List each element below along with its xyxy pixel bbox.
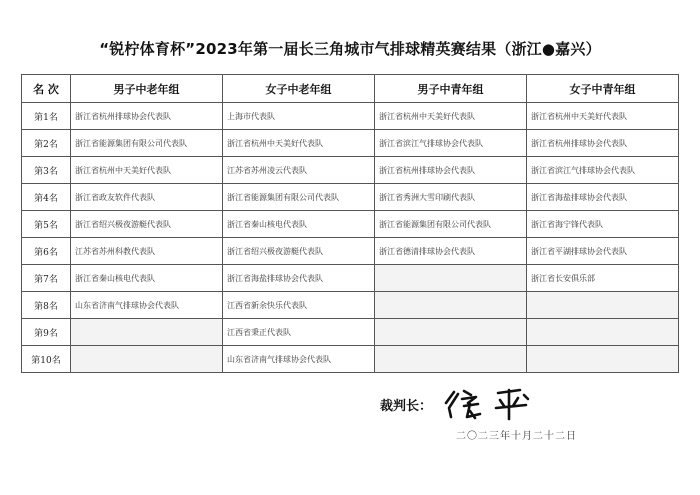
table-cell: 浙江省杭州中天美好代表队 [527, 103, 679, 130]
empty-cell [527, 292, 679, 319]
table-cell: 浙江省滨江气排球协会代表队 [375, 130, 527, 157]
table-row [22, 103, 679, 130]
table-cell: 山东省济南气排球协会代表队 [223, 346, 375, 373]
rank-cell: 第1名 [22, 103, 71, 130]
results-table [21, 74, 679, 373]
table-cell: 浙江省秦山核电代表队 [71, 265, 223, 292]
table-cell: 浙江省海宁锋代表队 [527, 211, 679, 238]
rank-cell: 第7名 [22, 265, 71, 292]
table-cell: 浙江省绍兴极夜游艇代表队 [71, 211, 223, 238]
empty-cell [375, 319, 527, 346]
rank-cell: 第10名 [22, 346, 71, 373]
table-row [22, 292, 679, 319]
empty-cell [71, 346, 223, 373]
table-row [22, 265, 679, 292]
header-women-senior: 女子中老年组 [223, 75, 375, 103]
empty-cell [375, 292, 527, 319]
table-cell: 浙江省绍兴极夜游艇代表队 [223, 238, 375, 265]
table-row [22, 157, 679, 184]
header-men-senior: 男子中老年组 [71, 75, 223, 103]
header-men-youth: 男子中青年组 [375, 75, 527, 103]
table-cell: 山东省济南气排球协会代表队 [71, 292, 223, 319]
table-cell: 江西省秉正代表队 [223, 319, 375, 346]
handwritten-signature [440, 384, 550, 424]
table-cell: 浙江省长安俱乐部 [527, 265, 679, 292]
table-cell: 浙江省杭州中天美好代表队 [375, 103, 527, 130]
table-cell: 浙江省秀洲大雪印刷代表队 [375, 184, 527, 211]
table-row [22, 211, 679, 238]
rank-cell: 第3名 [22, 157, 71, 184]
rank-cell: 第6名 [22, 238, 71, 265]
table-cell: 浙江省政友软件代表队 [71, 184, 223, 211]
table-cell: 浙江省德清排球协会代表队 [375, 238, 527, 265]
rank-cell: 第5名 [22, 211, 71, 238]
rank-cell: 第9名 [22, 319, 71, 346]
empty-cell [527, 346, 679, 373]
empty-cell [375, 346, 527, 373]
rank-cell: 第2名 [22, 130, 71, 157]
table-cell: 浙江省能源集团有限公司代表队 [375, 211, 527, 238]
table-cell: 浙江省能源集团有限公司代表队 [223, 184, 375, 211]
table-row [22, 346, 679, 373]
table-cell: 浙江省平湖排球协会代表队 [527, 238, 679, 265]
table-cell: 江苏省苏州凌云代表队 [223, 157, 375, 184]
table-cell: 浙江省海盐排球协会代表队 [223, 265, 375, 292]
rank-cell: 第8名 [22, 292, 71, 319]
table-row [22, 184, 679, 211]
signature-block [380, 384, 630, 424]
table-row [22, 238, 679, 265]
table-cell: 浙江省杭州中天美好代表队 [71, 157, 223, 184]
table-cell: 浙江省秦山核电代表队 [223, 211, 375, 238]
rank-cell: 第4名 [22, 184, 71, 211]
document-date: 二〇二三年十月二十二日 [456, 431, 577, 442]
empty-cell [527, 319, 679, 346]
header-rank: 名 次 [22, 75, 71, 103]
table-cell: 浙江省杭州排球协会代表队 [71, 103, 223, 130]
table-cell: 浙江省杭州排球协会代表队 [527, 130, 679, 157]
table-cell: 浙江省滨江气排球协会代表队 [527, 157, 679, 184]
table-cell: 江苏省苏州科教代表队 [71, 238, 223, 265]
table-cell: 浙江省海盐排球协会代表队 [527, 184, 679, 211]
table-cell: 浙江省杭州排球协会代表队 [375, 157, 527, 184]
table-cell: 浙江省杭州中天美好代表队 [223, 130, 375, 157]
table-cell: 浙江省能源集团有限公司代表队 [71, 130, 223, 157]
page-title: “锐柠体育杯”2023年第一届长三角城市气排球精英赛结果（浙江●嘉兴） [99, 40, 601, 58]
table-row [22, 130, 679, 157]
empty-cell [71, 319, 223, 346]
empty-cell [375, 265, 527, 292]
table-cell: 江西省新余快乐代表队 [223, 292, 375, 319]
table-row [22, 319, 679, 346]
signature-label: 裁判长： [380, 399, 433, 414]
table-cell: 上海市代表队 [223, 103, 375, 130]
header-row [22, 75, 679, 103]
header-women-youth: 女子中青年组 [527, 75, 679, 103]
